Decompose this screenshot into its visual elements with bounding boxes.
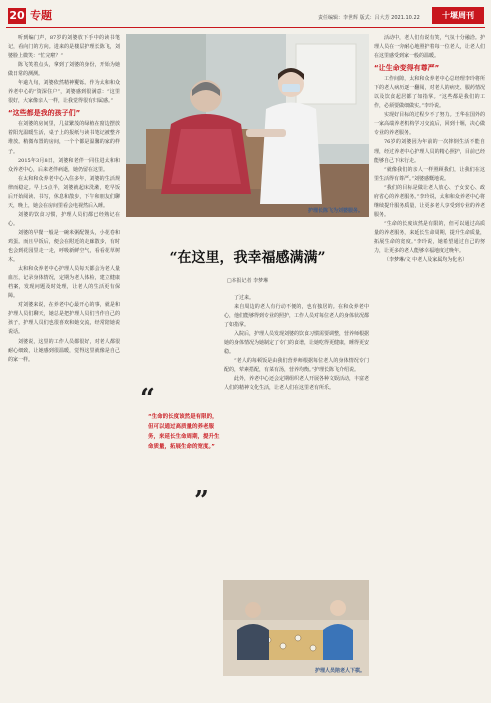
close-quote-icon: ” — [194, 486, 209, 516]
paragraph: 刘婆的饮食习惯，护理人员们都已经熟记在心。 — [8, 211, 120, 227]
paragraph: “生命的长度该然是有限的，但可以通过高质量的养老服务，来延长生命周期，提升生命质量，拓展生命的宽度。”李玲说，她希望通过自己的努力，让更多的老人能够幸福地度过晚年。 — [374, 220, 485, 255]
photo-caption: 护理长陈飞为刘婆服务。 — [307, 208, 363, 214]
paragraph: 实现好目标的过程少不了努力。王华在国外的一家高端养老机构学习交流后，回到十堰，决心做专业的养老服务。 — [374, 112, 485, 137]
paragraph: 太和和众养老中心护理人员每天都会为老人量血压，记录身体情况，定期为老人体检，建立健康档案，发现问题及时处理，让老人的生活更有保障。 — [8, 266, 120, 300]
header-rule — [6, 27, 485, 28]
page-number: 20 — [9, 9, 25, 22]
paragraph: （李梦琳/文 中老人及家属均为化名） — [384, 257, 468, 264]
paragraph: “老人的每顿饭是由我们营养师根据每位老人的身体情况专门配的，荤素搭配，有菜有汤，营养均衡。”护理长陈飞介绍说。 — [224, 358, 369, 374]
text-column-left — [8, 34, 120, 694]
subheading: “让生命变得有尊严” — [374, 64, 440, 73]
editor-credits: 责任编辑：李世辉 版式：吕大芳 2021.10.22 — [318, 15, 420, 21]
pull-quote — [126, 368, 221, 518]
paragraph: 在刘婆的房间里，几盆繁茂的绿植在窗边摆放着阳光温暖生活，桌子上的报纸与读书笔记被整齐堆放。稍微布置的房间，一个个都是温馨的家的样子。 — [8, 121, 120, 155]
paragraph: 来自周边的老人有行动不便的，也有独居的。在和众养老中心，他们能够得到专业的照护，工作人员对每位老人的身体状况都了如指掌。 — [224, 304, 369, 329]
paragraph: 入院后，护理人员发现刘婆的饮食习惯需要调整，营养师根据她的身体情况为她制定了专门的食谱，让她吃得更健康，睡得更安稳。 — [224, 331, 369, 356]
paragraph: 76岁的刘婆因为年前的一次摔倒生活不能自理，经过养老中心护理人员的精心照护，目前已经能够自己下床行走。 — [374, 139, 485, 164]
text-column-right — [374, 34, 485, 694]
paragraph: 在太和和众养老中心入住多年，刘婆的生活规律而稳定。早上5点半，刘婆就起床洗漱，吃早饭后开始阅读、书写，休息和散步，下午和朋友们聊天，晚上，她会在房间里看会电视然后入睡。 — [8, 175, 120, 209]
article-byline: □本报记者 李梦琳 — [226, 278, 269, 284]
paragraph: 陈飞笑着点头，拿到了刘婆的身份，开始为她做日常的测测。 — [8, 62, 120, 78]
paragraph: 工作间隙，太和和众养老中心总经理李玲将所下的老人病历逐一翻阅，对老人的病史、服药情况以及饮食起居都了如指掌。“这些都是我们的工作，必须要做细做实。”李玲说。 — [374, 76, 485, 110]
paragraph: “就像我们的亲人一样照顾我们，让我们在这里生活得有尊严。”刘婆感慨地说。 — [374, 166, 485, 182]
newspaper-logo: 十堰周刊 — [432, 7, 484, 24]
page-header — [0, 0, 491, 30]
photo-elderly-woman-and-nurse — [126, 34, 369, 217]
text-column-middle — [224, 294, 369, 576]
paragraph: 年逾九旬，刘婆依然精神矍铄。作为太和和众养老中心的“资深住户”，刘婆感到很满意：“这里很好，大家像亲人一样，让我觉得很有归属感。” — [8, 80, 120, 105]
photo-nurse-playing-chess — [223, 580, 369, 676]
paragraph: 刘婆的早餐一般是一碗米粥配馒头，小花卷和鸡蛋。而且早饭后，便会在附近的走廊散步，有时也会到花园里走一走，呼吸新鲜空气，看看花草树木。 — [8, 229, 120, 264]
paragraph: 刘婆说，这里的工作人员都很好，对老人都很耐心细致，让她感到很温暖，觉得这里就像是自己的家一样。 — [8, 338, 120, 363]
paragraph: 了过来。 — [234, 295, 255, 301]
open-quote-icon: “ — [140, 384, 155, 414]
paragraph: 此外，养老中心还会定期组织老人开展各种文娱活动，丰富老人们的精神文化生活，让老人们在这里老有所乐。 — [224, 376, 369, 392]
paragraph: 活动中，老人们有说有笑，气氛十分融洽。护理人员在一旁耐心地照护着每一位老人，让老人们在这里感受到家一般的温暖。 — [374, 35, 485, 60]
photo-caption-2: 护理人员陪老人下棋。 — [314, 668, 365, 674]
main-photo — [126, 34, 369, 217]
pull-quote-text: “生命的长度该然是有限的，但可以通过高质量的养老服务，来延长生命周期，提升生命质量，拓展生命的宽度。” — [148, 414, 220, 450]
section-title: 专题 — [30, 9, 52, 22]
paragraph: 听到编门声，87岁的刘婆放下手中的读书笔记，看向门的方向。进来的是楼层护理长陈飞，刘婆脸上微笑：“忙完啦？” — [8, 35, 120, 60]
subheading: “这些都是我的孩子们” — [8, 109, 81, 118]
secondary-photo — [223, 580, 369, 676]
article-headline: “在这里，我幸福感满满” — [169, 250, 326, 266]
paragraph: 对刘婆来说，在养老中心最开心的事，就是和护理人员们聊天，她总是把护理人员们当作自己的孩子，护理人员们也很喜欢和她交流，经常陪她说说话。 — [8, 302, 120, 336]
paragraph: “我们的目标是做让老人放心、子女安心、政府省心的养老服务。”李玲说，太和和众养老中心将继续提升服务质量，让更多老人享受到专业的养老服务。 — [374, 184, 485, 218]
paragraph: 2015年3月8日，刘婆和老伴一同住进太和和众养老中心，后来老伴病逝，她仍留在这里。 — [8, 157, 120, 173]
